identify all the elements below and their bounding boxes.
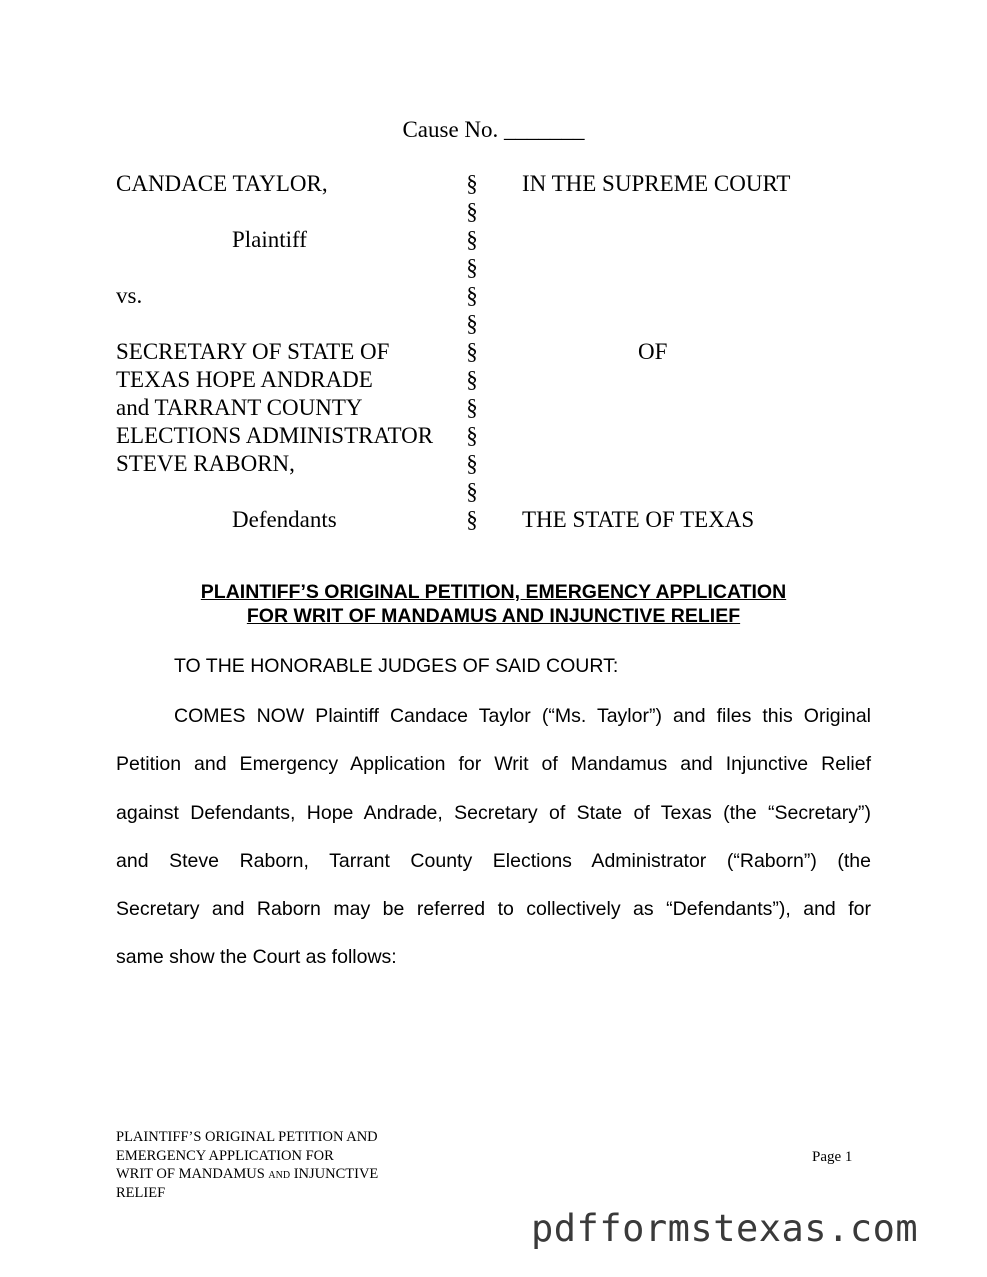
court-line: OF <box>638 339 668 364</box>
court-line: THE STATE OF TEXAS <box>522 507 755 532</box>
watermark: pdfformstexas.com <box>531 1207 919 1250</box>
section-symbol: § <box>466 283 478 308</box>
caption-spacer <box>522 450 882 478</box>
section-symbol: § <box>466 311 478 336</box>
caption-spacer <box>116 198 456 226</box>
caption-spacer <box>116 478 456 506</box>
footer-line: EMERGENCY APPLICATION FOR <box>116 1147 334 1164</box>
caption-spacer <box>522 422 882 450</box>
defendant-line: and TARRANT COUNTY <box>116 395 363 420</box>
cause-number: Cause No. _______ <box>402 117 585 142</box>
defendant-line: TEXAS HOPE ANDRADE <box>116 367 373 392</box>
defendant-line: ELECTIONS ADMINISTRATOR <box>116 423 434 448</box>
section-symbol: § <box>466 171 478 196</box>
paragraph-line: Secretary and Raborn may be referred to collectively as “Defendants”), and for <box>116 898 871 921</box>
footer-line: RELIEF <box>116 1184 166 1201</box>
caption-spacer <box>522 254 882 282</box>
section-symbol: § <box>466 395 478 420</box>
defendant-line: STEVE RABORN, <box>116 451 295 476</box>
section-symbol: § <box>466 507 478 532</box>
plaintiff-name: CANDACE TAYLOR, <box>116 171 328 196</box>
paragraph-line: and Steve Raborn, Tarrant County Elections Administrator (“Raborn”) (the <box>116 849 871 872</box>
section-symbol-column <box>462 170 482 534</box>
defendant-line: SECRETARY OF STATE OF <box>116 339 390 364</box>
footer-line: PLAINTIFF’S ORIGINAL PETITION AND <box>116 1129 378 1145</box>
caption-spacer <box>522 478 882 506</box>
caption-spacer <box>522 282 882 310</box>
footer-text: and <box>268 1166 291 1182</box>
caption-spacer <box>522 226 882 254</box>
section-symbol: § <box>466 339 478 364</box>
paragraph-line: Petition and Emergency Application for Writ of Mandamus and Injunctive Relief <box>116 753 871 776</box>
title-line: PLAINTIFF’S ORIGINAL PETITION, EMERGENCY APPLICATION <box>200 581 787 603</box>
section-symbol: § <box>466 367 478 392</box>
petition-title <box>0 580 987 628</box>
caption-spacer <box>116 310 456 338</box>
section-symbol: § <box>466 479 478 504</box>
page-number: Page 1 <box>812 1149 853 1165</box>
section-symbol: § <box>466 227 478 252</box>
caption-spacer <box>116 254 456 282</box>
paragraph-line: against Defendants, Hope Andrade, Secretary of State of Texas (the “Secretary”) <box>116 801 871 824</box>
caption-spacer <box>522 394 882 422</box>
title-line: FOR WRIT OF MANDAMUS AND INJUNCTIVE RELIEF <box>246 605 741 627</box>
defendant-role: Defendants <box>232 507 337 532</box>
court-line: IN THE SUPREME COURT <box>522 171 791 196</box>
section-symbol: § <box>466 255 478 280</box>
caption-parties <box>116 170 456 534</box>
footer-line <box>116 1165 436 1184</box>
body-paragraph <box>116 703 871 993</box>
footer-text: INJUNCTIVE <box>290 1166 379 1182</box>
plaintiff-role: Plaintiff <box>232 227 307 252</box>
caption-spacer <box>522 366 882 394</box>
caption-court <box>522 170 882 534</box>
section-symbol: § <box>466 199 478 224</box>
versus-label: vs. <box>116 283 143 308</box>
paragraph-line: same show the Court as follows: <box>116 946 397 969</box>
section-symbol: § <box>466 451 478 476</box>
salutation: TO THE HONORABLE JUDGES OF SAID COURT: <box>174 655 619 677</box>
caption-spacer <box>522 310 882 338</box>
section-symbol: § <box>466 423 478 448</box>
footer-text: WRIT OF MANDAMUS <box>116 1166 269 1182</box>
footer-title <box>116 1128 436 1202</box>
caption-spacer <box>522 198 882 226</box>
paragraph-line: COMES NOW Plaintiff Candace Taylor (“Ms. Taylor”) and files this Original <box>174 705 871 727</box>
